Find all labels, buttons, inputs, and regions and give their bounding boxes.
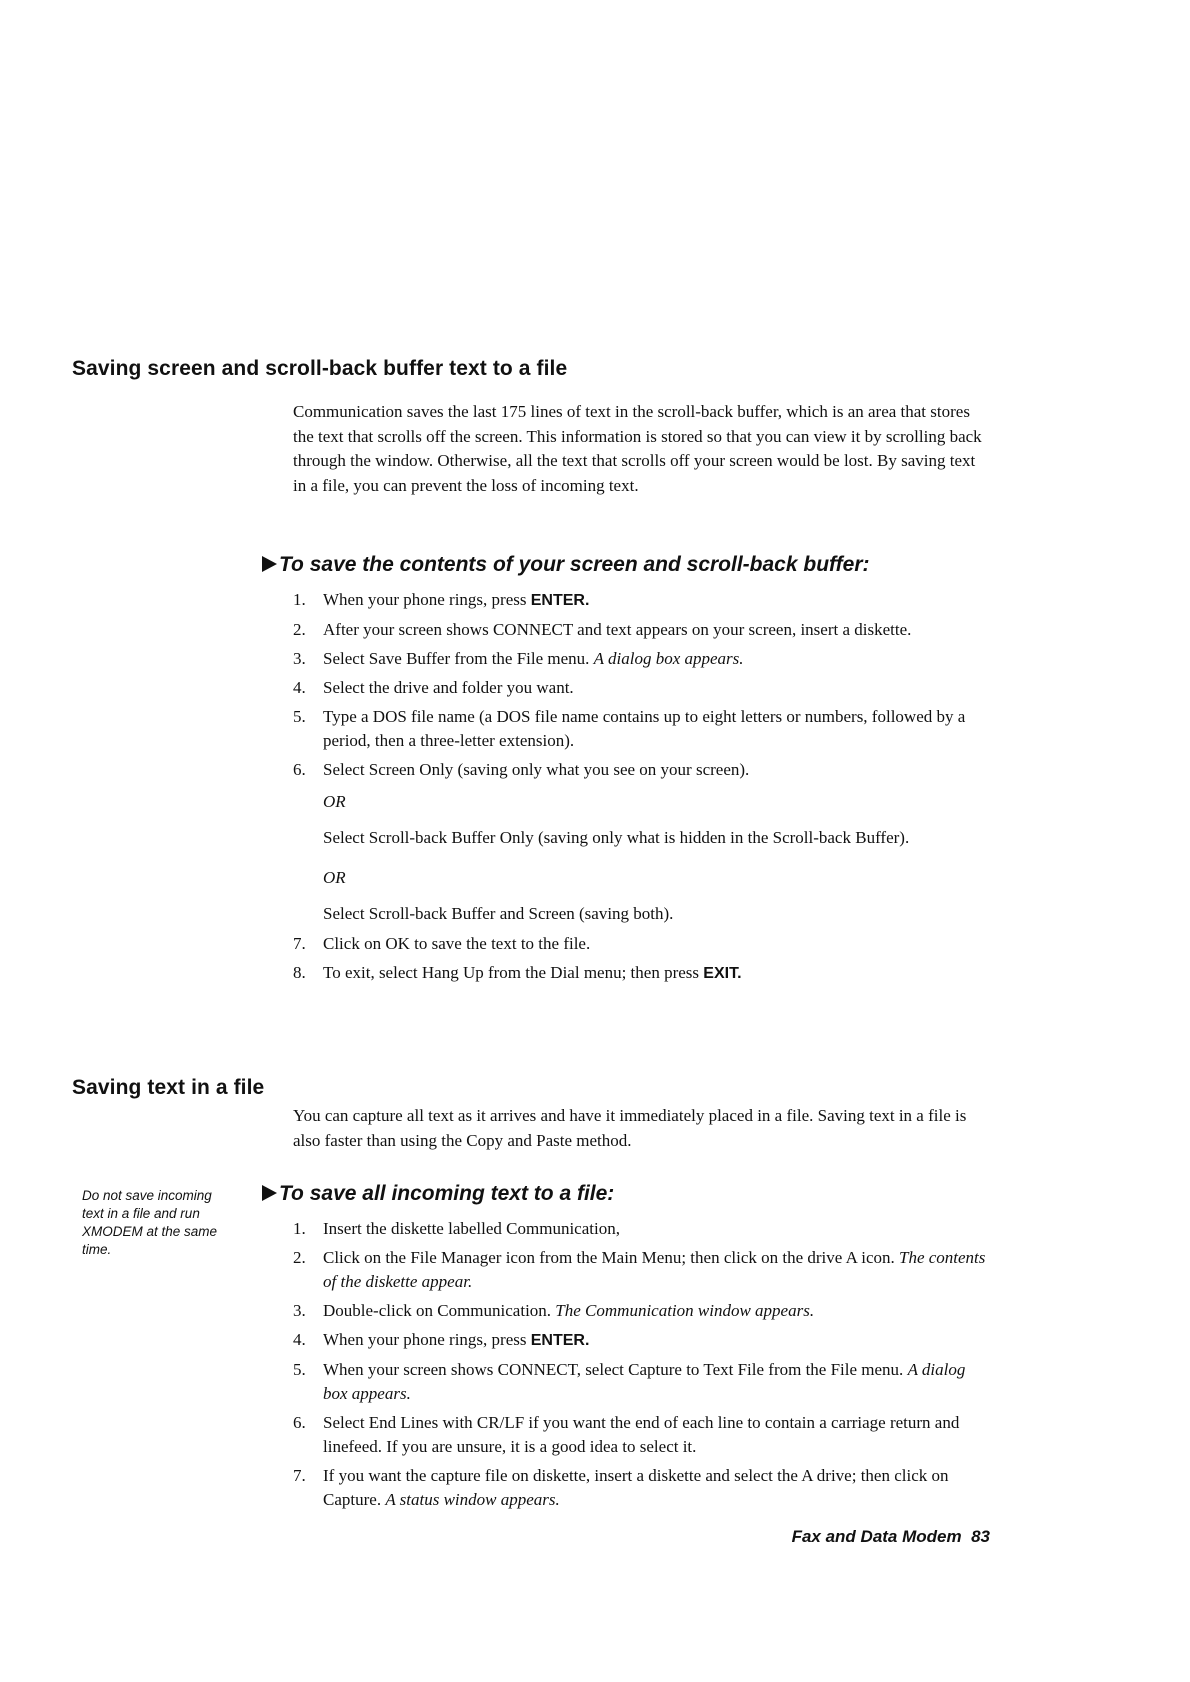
list-item — [293, 588, 993, 613]
step-number: 1. — [293, 590, 306, 609]
list-item — [293, 1411, 993, 1459]
list-item — [293, 758, 993, 926]
list-item — [293, 1464, 993, 1512]
steps-list — [293, 1217, 993, 1517]
step-text: Click on the File Manager icon from the Main Menu; then click on the drive A icon. — [323, 1248, 899, 1267]
step-text: Select End Lines with CR/LF if you want the end of each line to contain a carriage return and linefeed. If you are unsure, it is a good idea to select it. — [323, 1413, 960, 1456]
procedure-title-text: To save the contents of your screen and scroll-back buffer: — [279, 553, 870, 576]
or-label: OR — [323, 868, 346, 887]
step-text: When your screen shows CONNECT, select Capture to Text File from the File menu. — [323, 1360, 908, 1379]
step-number: 7. — [293, 1466, 306, 1485]
step-text: Select Screen Only (saving only what you see on your screen). — [323, 760, 750, 779]
page-number: 83 — [971, 1527, 990, 1546]
list-item — [293, 618, 993, 642]
step-text: When your phone rings, press — [323, 590, 531, 609]
section-heading-saving-buffer: Saving screen and scroll-back buffer text to a file — [72, 357, 568, 380]
procedure-title-text: To save all incoming text to a file: — [279, 1182, 615, 1205]
step-number: 7. — [293, 934, 306, 953]
step-result: A dialog box appears. — [323, 1360, 966, 1403]
key-label: ENTER. — [530, 1332, 590, 1349]
list-item — [293, 1246, 993, 1294]
arrow-icon — [262, 556, 277, 572]
step-result: The Communication window appears. — [555, 1301, 815, 1320]
step-number: 2. — [293, 1248, 306, 1267]
step-result: A status window appears. — [385, 1490, 560, 1509]
step-text: To exit, select Hang Up from the Dial menu; then press — [323, 963, 704, 982]
list-item — [293, 932, 993, 956]
step-number: 3. — [293, 1301, 306, 1320]
list-item — [293, 705, 993, 753]
step-text: Insert the diskette labelled Communication, — [323, 1219, 620, 1238]
key-label: ENTER. — [530, 592, 590, 609]
procedure-title — [262, 553, 869, 577]
list-item — [293, 676, 993, 700]
list-item — [293, 647, 993, 671]
margin-note: Do not save incoming text in a file and run XMODEM at the same time. — [82, 1188, 218, 1257]
step-number: 5. — [293, 1360, 306, 1379]
step-number: 3. — [293, 649, 306, 668]
steps-list — [293, 588, 993, 991]
alternative-text: Select Scroll-back Buffer Only (saving only what is hidden in the Scroll-back Buffer). — [323, 828, 910, 847]
list-item — [293, 1358, 993, 1406]
step-text: Double-click on Communication. — [323, 1301, 556, 1320]
step-number: 4. — [293, 1330, 306, 1349]
section-paragraph: Communication saves the last 175 lines of text in the scroll-back buffer, which is an area that stores the text that scrolls off the screen. This information is stored so that you can view it by scrolling back through the window. Otherwise, all the text that scrolls off your screen would be lost. By saving text in a file, you can prevent the loss of incoming text. — [293, 402, 982, 495]
step-result: A dialog box appears. — [593, 649, 744, 668]
step-number: 5. — [293, 707, 306, 726]
section-paragraph: You can capture all text as it arrives and have it immediately placed in a file. Saving text in a file is also faster than using the Copy and Paste method. — [293, 1106, 967, 1150]
or-label: OR — [323, 792, 346, 811]
key-label: EXIT. — [703, 965, 742, 982]
step-text: Type a DOS file name (a DOS file name contains up to eight letters or numbers, followed by a period, then a three-letter extension). — [323, 707, 966, 750]
step-text: If you want the capture file on diskette, insert a diskette and select the A drive; then click on Capture. — [323, 1466, 949, 1509]
step-text: Select the drive and folder you want. — [323, 678, 574, 697]
arrow-icon — [262, 1185, 277, 1201]
procedure-title — [262, 1182, 614, 1206]
step-text: Click on OK to save the text to the file. — [323, 934, 591, 953]
section-heading-saving-text: Saving text in a file — [72, 1076, 265, 1099]
list-item — [293, 1328, 993, 1353]
page-footer — [792, 1527, 990, 1547]
step-text: After your screen shows CONNECT and text appears on your screen, insert a diskette. — [323, 620, 912, 639]
step-number: 6. — [293, 1413, 306, 1432]
step-result: The contents of the diskette appear. — [323, 1248, 986, 1291]
alternative-text: Select Scroll-back Buffer and Screen (saving both). — [323, 904, 674, 923]
step-text: When your phone rings, press — [323, 1330, 531, 1349]
list-item — [293, 1299, 993, 1323]
step-number: 2. — [293, 620, 306, 639]
list-item — [293, 961, 993, 986]
footer-title: Fax and Data Modem — [791, 1527, 962, 1546]
step-number: 8. — [293, 963, 306, 982]
step-number: 4. — [293, 678, 306, 697]
step-number: 6. — [293, 760, 306, 779]
step-text: Select Save Buffer from the File menu. — [323, 649, 594, 668]
list-item — [293, 1217, 993, 1241]
step-number: 1. — [293, 1219, 306, 1238]
